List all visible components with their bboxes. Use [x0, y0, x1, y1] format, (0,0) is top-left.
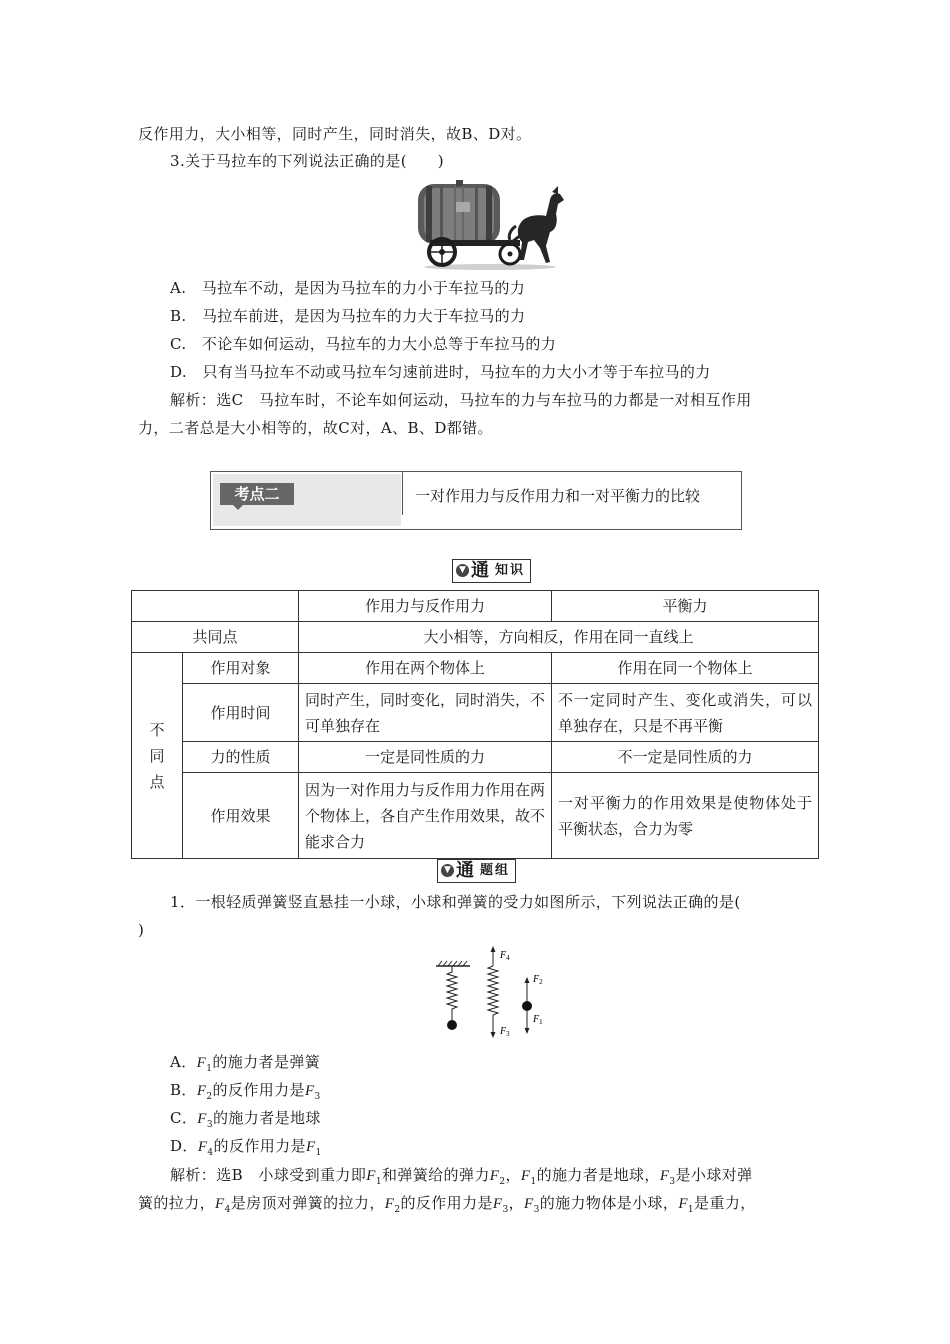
table-cell: 同时产生，同时变化，同时消失，不可单独存在	[299, 684, 552, 742]
table-cell: 因为一对作用力与反作用力作用在两个物体上，各自产生作用效果，故不能求合力	[299, 773, 552, 859]
topic-header	[210, 471, 742, 530]
option-b: B. 马拉车前进，是因为马拉车的力大于车拉马的力	[170, 307, 526, 325]
table-cell: 一定是同性质的力	[299, 742, 552, 773]
table-row	[132, 773, 819, 859]
option-a: A. 马拉车不动，是因为马拉车的力小于车拉马的力	[170, 279, 526, 297]
table-row-label: 作用效果	[183, 773, 299, 859]
option-c: C．$F_3$的施力者是地球	[170, 1109, 321, 1130]
section-tag-big: 通	[471, 560, 489, 581]
table-row	[132, 742, 819, 773]
answer-line-2: 力，二者总是大小相等的，故C对，A、B、D都错。	[138, 419, 493, 437]
topic-title: 一对作用力与反作用力和一对平衡力的比较	[415, 487, 701, 505]
answer-line-1: 解析：选B 小球受到重力即$F_1$和弹簧给的弹力$F_2$，$F_1$的施力者是地球，$F_3$是小球对弹	[170, 1166, 753, 1187]
table-header: 平衡力	[552, 591, 819, 622]
option-d: D. 只有当马拉车不动或马拉车匀速前进时，马拉车的力大小才等于车拉马的力	[170, 363, 711, 381]
section-tag-problems	[437, 859, 516, 883]
table-row-label: 共同点	[132, 622, 299, 653]
table-row	[132, 684, 819, 742]
section-tag-label: 题组	[480, 863, 511, 878]
question-1-stem: 1．一根轻质弹簧竖直悬挂一小球，小球和弹簧的受力如图所示，下列说法正确的是(	[170, 893, 741, 911]
table-cell: 不一定同时产生、变化或消失，可以单独存在，只是不再平衡	[552, 684, 819, 742]
table-cell: 作用在两个物体上	[299, 653, 552, 684]
topic-badge: 考点二	[220, 483, 294, 505]
table-row-label: 力的性质	[183, 742, 299, 773]
answer-line-2: 簧的拉力，$F_4$是房顶对弹簧的拉力，$F_2$的反作用力是$F_3$，$F_3$的施力物体是小球，$F_1$是重力，	[138, 1194, 756, 1215]
horse-cart-image	[412, 178, 568, 272]
table-cell: 不一定是同性质的力	[552, 742, 819, 773]
table-row-label: 作用时间	[183, 684, 299, 742]
table-cell-empty	[132, 591, 299, 622]
section-tag-label: 知识	[495, 563, 526, 578]
chevron-down-icon: ▼	[456, 564, 469, 577]
table-row-label: 作用对象	[183, 653, 299, 684]
force-label-f2: $F_2$	[533, 974, 543, 986]
table-cell: 一对平衡力的作用效果是使物体处于平衡状态，合力为零	[552, 773, 819, 859]
force-label-f4: $F_4$	[500, 950, 510, 962]
option-c: C. 不论车如何运动，马拉车的力大小总等于车拉马的力	[170, 335, 557, 353]
option-a: A．$F_1$的施力者是弹簧	[170, 1053, 321, 1074]
question-1-stem-end: )	[138, 921, 145, 939]
section-tag-big: 通	[456, 860, 474, 881]
force-label-f3: $F_3$	[500, 1026, 510, 1038]
table-row	[132, 653, 819, 684]
force-label-f1: $F_1$	[533, 1014, 543, 1026]
table-row	[132, 591, 819, 622]
table-cell: 作用在同一个物体上	[552, 653, 819, 684]
section-tag-knowledge	[452, 559, 531, 583]
table-row-label: 不同点	[132, 653, 183, 859]
chevron-down-icon: ▼	[441, 864, 454, 877]
answer-line-1: 解析：选C 马拉车时，不论车如何运动，马拉车的力与车拉马的力都是一对相互作用	[170, 391, 752, 409]
table-header: 作用力与反作用力	[299, 591, 552, 622]
text-line: 反作用力，大小相等，同时产生，同时消失，故B、D对。	[138, 125, 532, 143]
table-row	[132, 622, 819, 653]
comparison-table	[131, 590, 819, 859]
divider	[402, 472, 403, 515]
badge-pointer-icon	[233, 505, 243, 510]
spring-force-diagram	[432, 944, 552, 1040]
question-3-stem: 3.关于马拉车的下列说法正确的是( )	[170, 152, 445, 170]
table-cell: 大小相等，方向相反，作用在同一直线上	[299, 622, 819, 653]
option-d: D．$F_4$的反作用力是$F_1$	[170, 1137, 322, 1158]
option-b: B．$F_2$的反作用力是$F_3$	[170, 1081, 321, 1102]
